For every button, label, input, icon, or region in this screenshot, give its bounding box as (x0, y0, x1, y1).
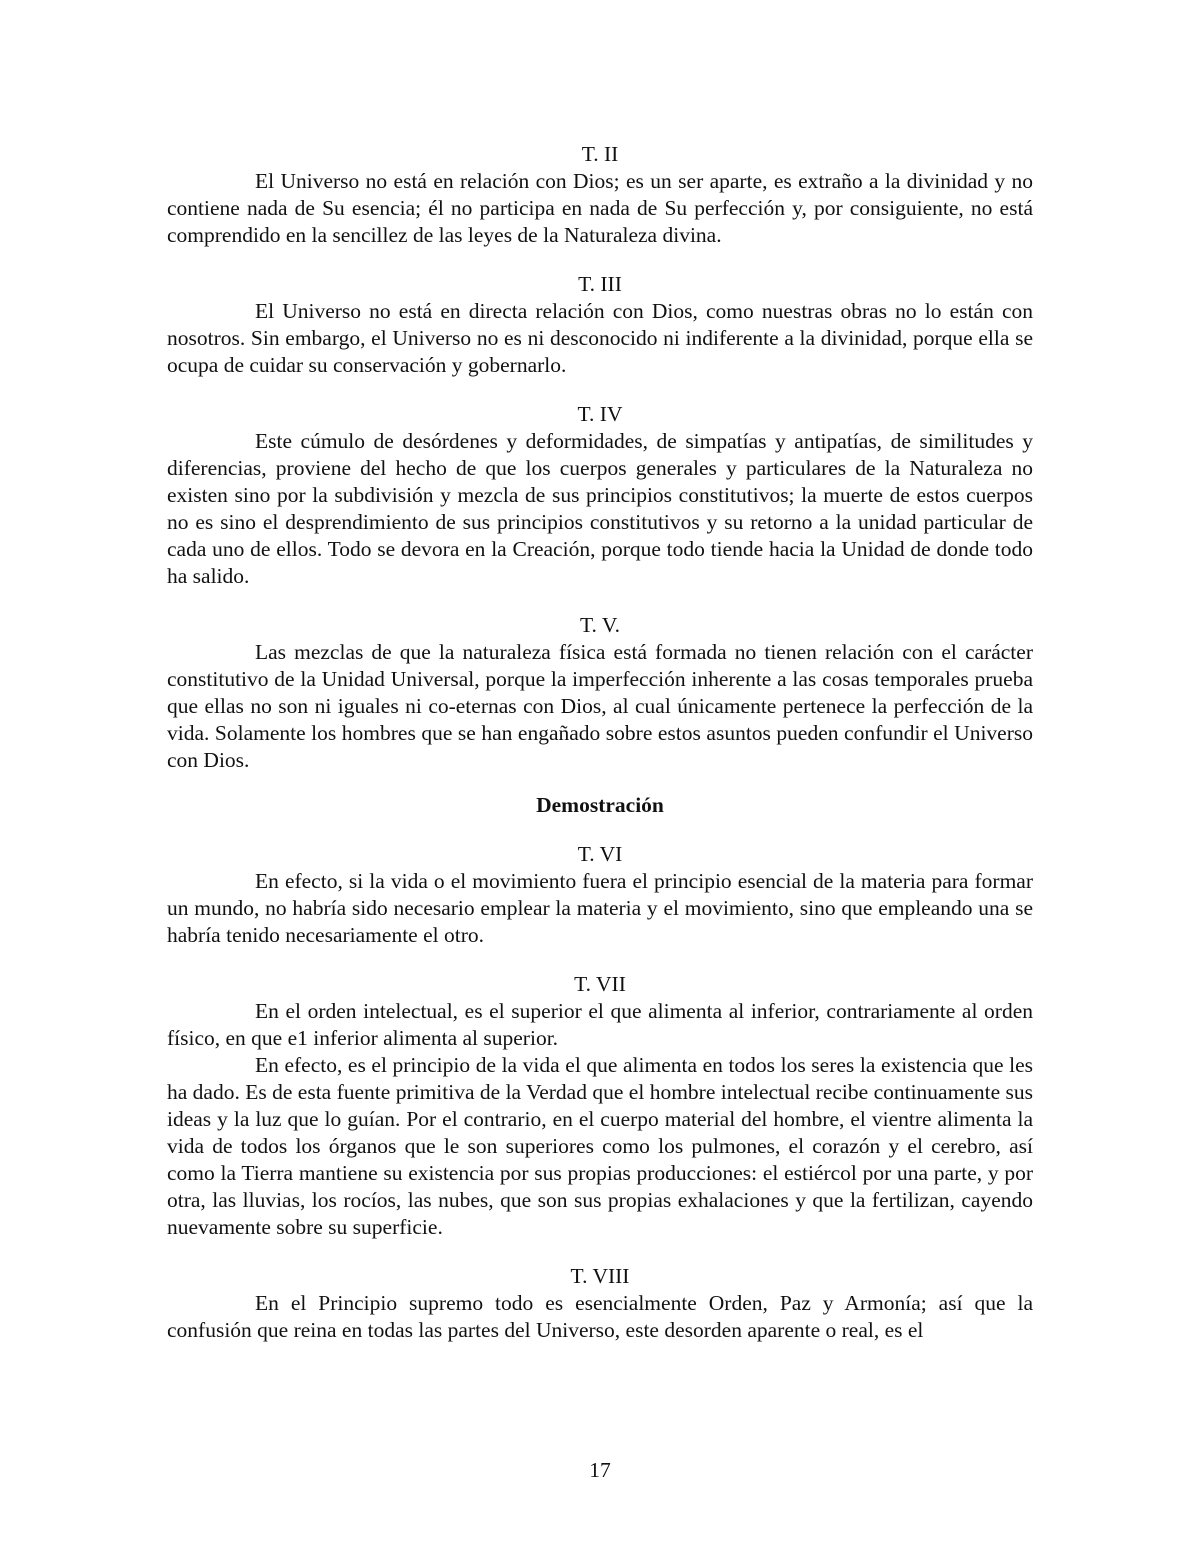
section-heading: T. VIII (570, 1264, 630, 1288)
section-t-ii (167, 141, 1033, 249)
paragraph: En efecto, si la vida o el movimiento fuera el principio esencial de la materia para formar un mundo, no habría sido necesario emplear la materia y el movimiento, sino que empleando una se habría tenido necesariamente el otro. (167, 869, 1033, 947)
section-t-iv (167, 401, 1033, 590)
paragraph: Este cúmulo de desórdenes y deformidades, de simpatías y antipatías, de similitudes y diferencias, proviene del hecho de que los cuerpos generales y particulares de la Naturaleza no existen sino por la subdivisión y mezcla de sus principios constitutivos; la muerte de estos cuerpos no es sino el desprendimiento de sus principios constitutivos y su retorno a la unidad particular de cada uno de ellos. Todo se devora en la Creación, porque todo tiende hacia la Unidad de donde todo ha salido. (167, 429, 1033, 588)
section-t-v (167, 612, 1033, 774)
page-number: 17 (589, 1458, 611, 1482)
section-heading: T. III (578, 272, 622, 296)
paragraph: En el orden intelectual, es el superior el que alimenta al inferior, contrariamente al orden físico, en que e1 inferior alimenta al superior. (167, 999, 1033, 1050)
section-t-vii (167, 971, 1033, 1241)
paragraph: El Universo no está en directa relación con Dios, como nuestras obras no lo están con nosotros. Sin embargo, el Universo no es ni desconocido ni indiferente a la divinidad, porque ella se ocupa de cuidar su conservación y gobernarlo. (167, 299, 1033, 377)
bold-section-title: Demostración (536, 793, 664, 817)
section-demostracion (167, 792, 1033, 819)
section-heading: T. VI (577, 842, 623, 866)
paragraph: Las mezclas de que la naturaleza física está formada no tienen relación con el carácter constitutivo de la Unidad Universal, porque la imperfección inherente a las cosas temporales prueba que ellas no son ni iguales ni co-eternas con Dios, al cual únicamente pertenece la perfección de la vida. Solamente los hombres que se han engañado sobre estos asuntos pueden confundir el Universo con Dios. (167, 640, 1033, 772)
paragraph: En el Principio supremo todo es esencialmente Orden, Paz y Armonía; así que la confusión que reina en todas las partes del Universo, este desorden aparente o real, es el (167, 1291, 1033, 1342)
section-heading: T. II (581, 142, 619, 166)
section-t-iii (167, 271, 1033, 379)
paragraph: En efecto, es el principio de la vida el que alimenta en todos los seres la existencia que les ha dado. Es de esta fuente primitiva de la Verdad que el hombre intelectual recibe continuamente sus ideas y la luz que lo guían. Por el contrario, en el cuerpo material del hombre, el vientre alimenta la vida de todos los órganos que le son superiores como los pulmones, el corazón y el cerebro, así como la Tierra mantiene su existencia por sus propias producciones: el estiércol por una parte, y por otra, las lluvias, los rocíos, las nubes, que son sus propias exhalaciones y que la fertilizan, cayendo nuevamente sobre su superficie. (167, 1053, 1033, 1239)
section-heading: T. IV (577, 402, 623, 426)
section-t-viii (167, 1263, 1033, 1344)
section-heading: T. V. (579, 613, 621, 637)
document-page (167, 141, 1033, 1344)
paragraph: El Universo no está en relación con Dios; es un ser aparte, es extraño a la divinidad y no contiene nada de Su esencia; él no participa en nada de Su perfección y, por consiguiente, no está comprendido en la sencillez de las leyes de la Naturaleza divina. (167, 169, 1033, 247)
section-heading: T. VII (574, 972, 626, 996)
section-t-vi (167, 841, 1033, 949)
